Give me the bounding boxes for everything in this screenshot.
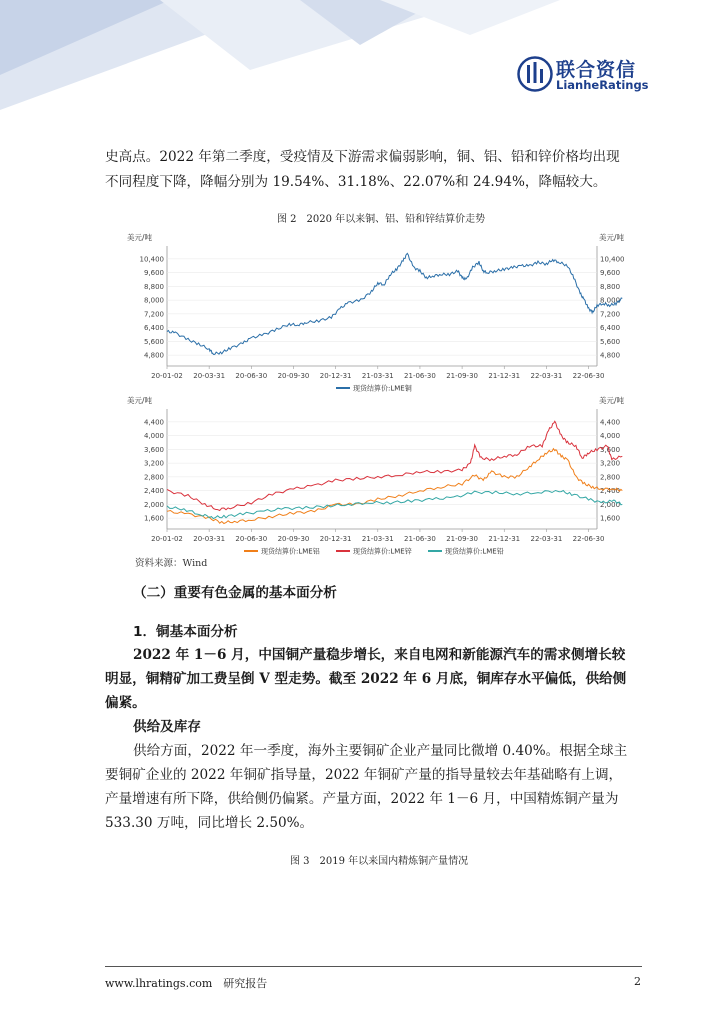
footer-site: www.lhratings.com 研究报告 (105, 977, 268, 990)
intro-line-2: 不同程度下降，降幅分别为 19.54%、31.18%、22.07%和 24.94%，降幅较大。 (105, 174, 607, 190)
supply-line-4: 533.30 万吨，同比增长 2.50%。 (105, 815, 314, 831)
bottom-xtick-label: 22-03-31 (530, 535, 563, 543)
top-xtick-label: 20-09-30 (277, 372, 310, 380)
top-ytick-left: 9,600 (143, 269, 164, 278)
top-xtick-label: 20-12-31 (319, 372, 352, 380)
bottom-legend-label-0: 现货结算价:LME铝 (261, 547, 320, 555)
bottom-xtick-label: 20-12-31 (319, 535, 352, 543)
bottom-xtick-label: 20-01-02 (151, 535, 183, 543)
copper-price-chart (110, 222, 630, 392)
subsection-heading-supply: 供给及库存 (133, 719, 201, 735)
figure-3-caption: 图 3 2019 年以来国内精炼铜产量情况 (290, 856, 469, 867)
summary-line-2: 明显，铜精矿加工费呈倒 V 型走势。截至 2022 年 6 月底，铜库存水平偏低，供给侧 (105, 671, 627, 687)
top-unit-left: 美元/吨 (127, 233, 153, 242)
supply-line-1: 供给方面，2022 年一季度，海外主要铜矿企业产量同比微增 0.40%。根据全球主 (133, 743, 628, 759)
bottom-ytick-right: 3,600 (600, 445, 621, 454)
top-ytick-right: 8,800 (600, 282, 621, 291)
top-ytick-right: 7,200 (600, 310, 621, 319)
bottom-xtick-label: 21-03-31 (361, 535, 394, 543)
supply-line-3: 产量增速有所下降，供给侧仍偏紧。产量方面，2022 年 1－6 月，中国精炼铜产量为 (105, 791, 619, 807)
top-xtick-label: 21-03-31 (361, 372, 394, 380)
top-ytick-left: 10,400 (139, 255, 164, 264)
top-ytick-right: 4,800 (600, 351, 621, 360)
bottom-xtick-label: 20-03-31 (193, 535, 226, 543)
top-ytick-right: 10,400 (600, 255, 625, 264)
bottom-ytick-right: 1,600 (600, 514, 621, 523)
al-zn-pb-price-chart (110, 385, 630, 555)
bottom-ytick-right: 3,200 (600, 459, 621, 468)
top-ytick-left: 8,800 (143, 282, 164, 291)
summary-line-1: 2022 年 1－6 月，中国铜产量稳步增长，来自电网和新能源汽车的需求侧增长较 (133, 647, 626, 663)
figure-2-source: 资料来源：Wind (135, 558, 208, 569)
top-ytick-left: 5,600 (143, 337, 164, 346)
bottom-ytick-left: 4,400 (143, 418, 164, 427)
bottom-xtick-label: 21-09-30 (446, 535, 478, 543)
bottom-legend-label-1: 现货结算价:LME锌 (353, 547, 412, 555)
bottom-ytick-right: 2,000 (600, 500, 621, 509)
figure-2-caption: 图 2 2020 年以来铜、铝、铅和锌结算价走势 (277, 214, 486, 225)
bottom-ytick-right: 4,000 (600, 432, 621, 441)
intro-line-1: 史高点。2022 年第二季度，受疫情及下游需求偏弱影响，铜、铝、铅和锌价格均出现 (105, 149, 620, 165)
top-xtick-label: 22-03-31 (530, 372, 563, 380)
bottom-ytick-left: 4,000 (143, 432, 164, 441)
bottom-ytick-right: 2,400 (600, 487, 621, 496)
top-ytick-left: 4,800 (143, 351, 164, 360)
top-xtick-label: 22-06-30 (572, 372, 605, 380)
bottom-legend-label-2: 现货结算价:LME铅 (445, 547, 504, 555)
top-ytick-left: 6,400 (143, 324, 164, 333)
summary-line-3: 偏紧。 (105, 695, 146, 711)
top-legend-label-0: 现货结算价:LME铜 (353, 384, 412, 392)
bottom-unit-right: 美元/吨 (599, 396, 625, 405)
bottom-ytick-left: 2,000 (143, 500, 164, 509)
bottom-xtick-label: 20-06-30 (235, 535, 268, 543)
bottom-ytick-left: 3,200 (143, 459, 164, 468)
top-ytick-right: 9,600 (600, 269, 621, 278)
bottom-ytick-left: 3,600 (143, 445, 164, 454)
top-xtick-label: 20-03-31 (193, 372, 226, 380)
supply-line-2: 要铜矿企业的 2022 年铜矿指导量，2022 年铜矿产量的指导量较去年基础略有上调， (105, 767, 623, 783)
top-ytick-left: 8,000 (143, 296, 164, 305)
top-ytick-right: 6,400 (600, 324, 621, 333)
top-xtick-label: 21-09-30 (446, 372, 478, 380)
top-xtick-label: 20-06-30 (235, 372, 268, 380)
logo-chinese-name: 联合资信 (556, 59, 637, 81)
subsection-heading-copper: 1．铜基本面分析 (133, 624, 238, 640)
top-ytick-right: 8,000 (600, 296, 621, 305)
top-ytick-left: 7,200 (143, 310, 164, 319)
top-xtick-label: 21-06-30 (404, 372, 436, 380)
bottom-ytick-left: 2,400 (143, 487, 164, 496)
lianhe-logo-icon (517, 56, 553, 92)
top-unit-right: 美元/吨 (599, 233, 625, 242)
bottom-unit-left: 美元/吨 (127, 396, 153, 405)
footer-divider (105, 966, 642, 967)
top-ytick-right: 5,600 (600, 337, 621, 346)
bottom-xtick-label: 22-06-30 (572, 535, 605, 543)
bottom-ytick-left: 2,800 (143, 473, 164, 482)
section-heading: （二）重要有色金属的基本面分析 (133, 585, 337, 601)
bottom-ytick-left: 1,600 (143, 514, 164, 523)
top-xtick-label: 20-01-02 (151, 372, 183, 380)
page-number: 2 (634, 975, 641, 988)
logo-english-name: LianheRatings (556, 78, 649, 92)
top-xtick-label: 21-12-31 (488, 372, 521, 380)
bottom-ytick-right: 2,800 (600, 473, 621, 482)
bottom-xtick-label: 20-09-30 (277, 535, 310, 543)
bottom-xtick-label: 21-12-31 (488, 535, 521, 543)
top-series-line-0 (167, 253, 622, 354)
bottom-xtick-label: 21-06-30 (404, 535, 436, 543)
bottom-ytick-right: 4,400 (600, 418, 621, 427)
bottom-series-line-0 (167, 449, 622, 524)
